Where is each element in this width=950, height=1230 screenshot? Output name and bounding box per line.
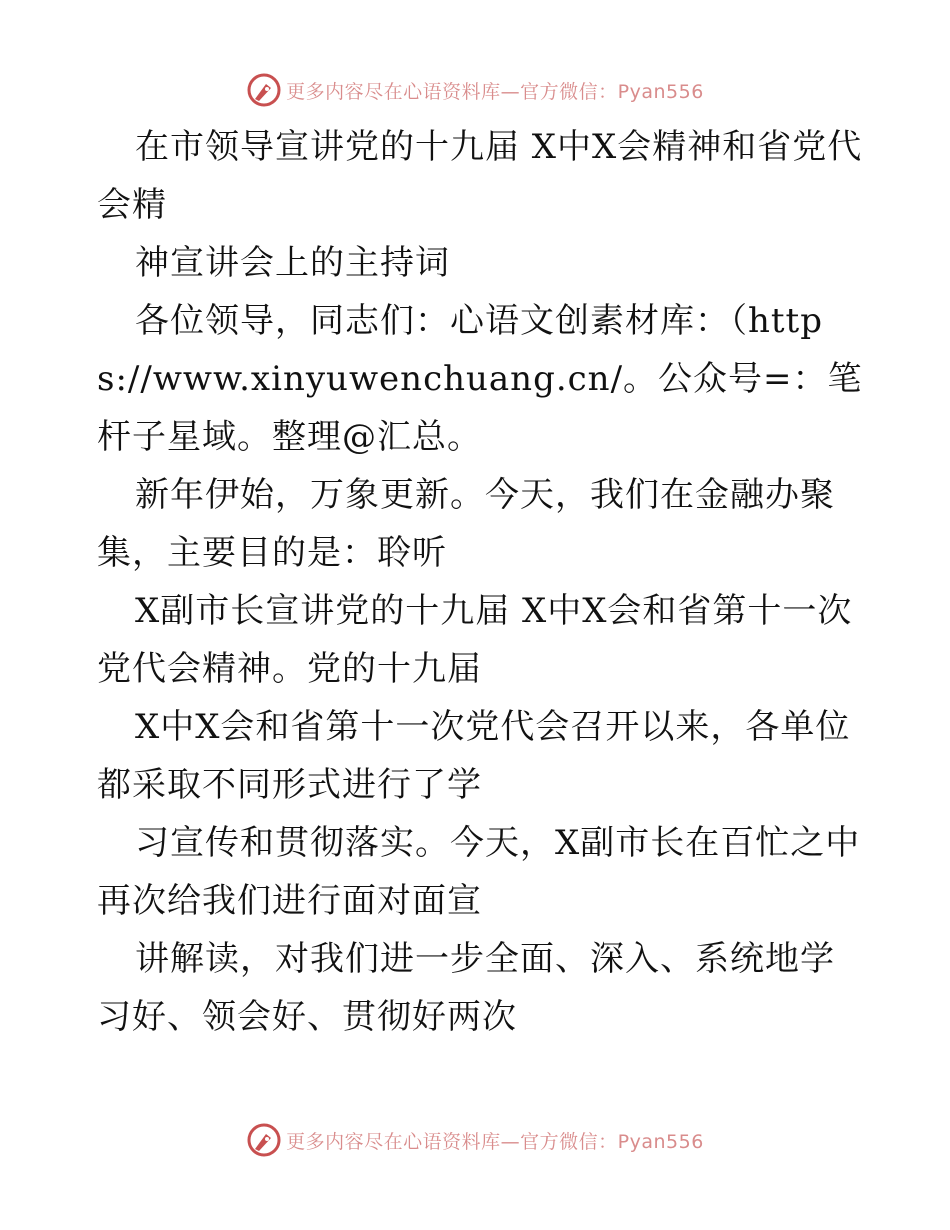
- paragraph-body-1: X副市长宣讲党的十九届 X中X会和省第十一次党代会精神。党的十九届: [97, 591, 853, 689]
- header-watermark: [0, 70, 950, 110]
- paragraph-body-4: 讲解读，对我们进一步全面、深入、系统地学习好、领会好、贯彻好两次: [97, 939, 835, 1037]
- fountain-pen-circle-icon: [246, 1122, 282, 1158]
- watermark-text: 更多内容尽在心语资料库—官方微信：Pyan556: [286, 1130, 704, 1153]
- footer-watermark: [0, 1120, 950, 1160]
- paragraph-body-2: X中X会和省第十一次党代会召开以来，各单位都采取不同形式进行了学: [97, 707, 851, 805]
- document-body: [97, 118, 867, 1046]
- paragraph-body-3: 习宣传和贯彻落实。今天，X副市长在百忙之中再次给我们进行面对面宣: [97, 823, 861, 921]
- watermark-text: 更多内容尽在心语资料库—官方微信：Pyan556: [286, 80, 704, 103]
- paragraph-opening: 新年伊始，万象更新。今天，我们在金融办聚集，主要目的是：聆听: [97, 475, 835, 573]
- paragraph-title-line1: 在市领导宣讲党的十九届 X中X会精神和省党代会精: [97, 127, 863, 225]
- paragraph-salutation: 各位领导，同志们：心语文创素材库：（https://www.xinyuwenchuang.cn/。公众号=：笔杆子星域。整理@汇总。: [97, 301, 863, 457]
- fountain-pen-circle-icon: [246, 72, 282, 108]
- paragraph-title-line2: 神宣讲会上的主持词: [135, 243, 450, 283]
